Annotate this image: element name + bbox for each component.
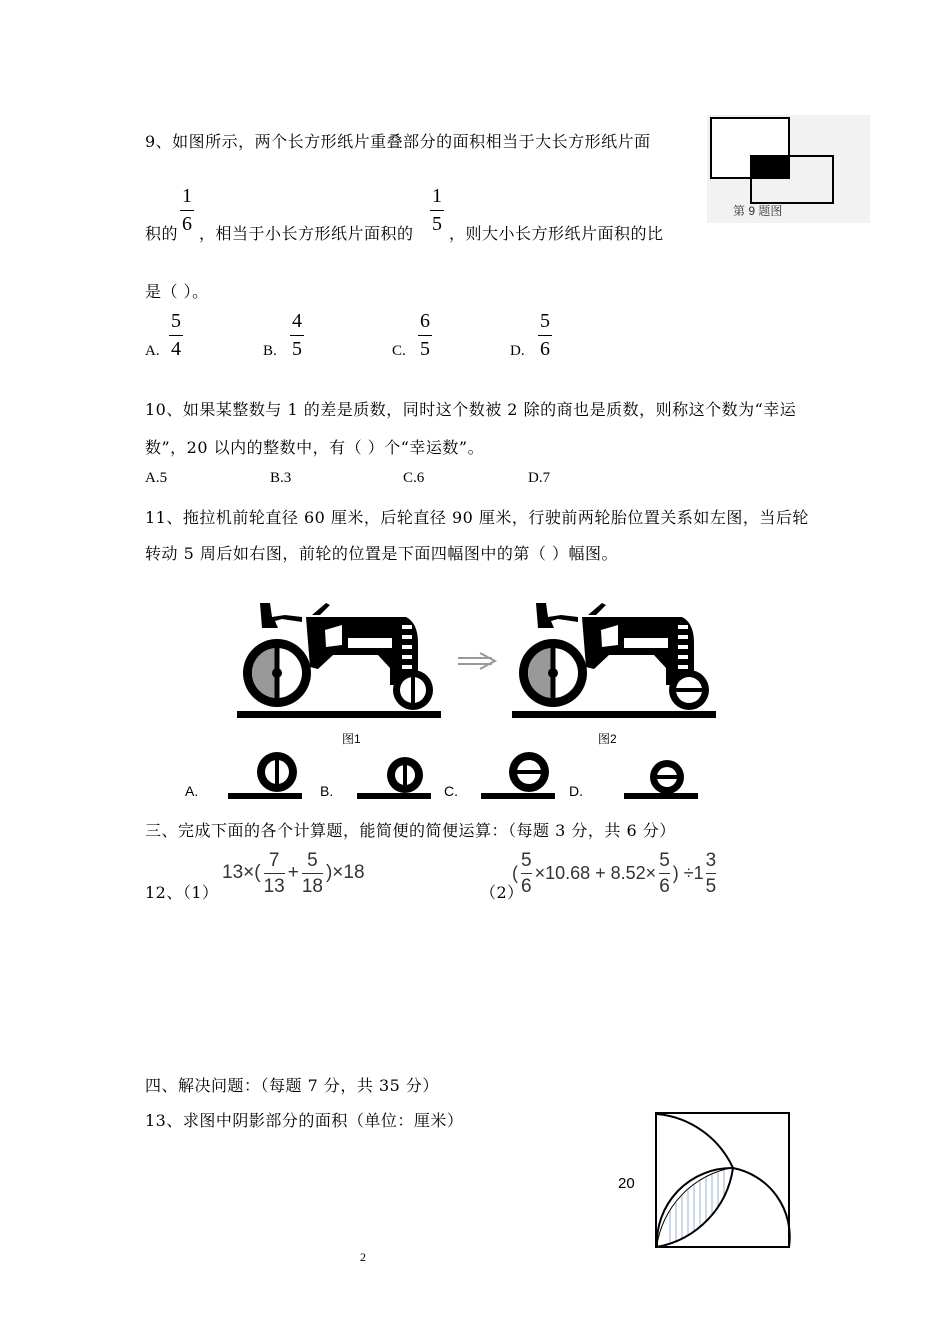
right-arrow-icon — [458, 653, 495, 669]
q9-line2-b: ，相当于小长方形纸片面积的 — [199, 224, 414, 243]
q11-figure — [185, 595, 720, 810]
page-number: 2 — [360, 1250, 366, 1264]
wheel-option-a-label: A. — [185, 783, 199, 799]
q9-option-c-label: C. — [392, 343, 406, 359]
q10-line1: 10、如果某整数与 1 的差是质数，同时这个数被 2 除的商也是质数，则称这个数为“幸运 — [145, 400, 797, 419]
section4-heading: 四、解决问题：（每题 7 分，共 35 分） — [145, 1076, 439, 1095]
fig2-caption: 图2 — [598, 732, 617, 746]
q10-option-d: D.7 — [528, 470, 551, 486]
q9-fraction-1: 1 6 — [182, 185, 192, 235]
q13-figure — [610, 1105, 800, 1255]
q9-option-b-label: B. — [263, 343, 277, 359]
q9-fraction-2: 1 5 — [432, 185, 442, 235]
q9-option-c-fraction: 6 5 — [420, 310, 430, 360]
q11-line2: 转动 5 周后如右图，前轮的位置是下面四幅图中的第（ ）幅图。 — [145, 544, 618, 563]
q9-option-d-fraction: 5 6 — [540, 310, 550, 360]
fig1-caption: 图1 — [342, 732, 361, 746]
q9-line2-a: 积的 — [145, 224, 179, 243]
q9-option-b-fraction: 4 5 — [292, 310, 302, 360]
q9-option-a-label: A. — [145, 343, 160, 359]
wheel-option-a-icon — [228, 752, 302, 799]
q9-figure-caption: 第 9 题图 — [733, 204, 783, 218]
section3-heading: 三、完成下面的各个计算题，能简便的简便运算：（每题 3 分，共 6 分） — [145, 821, 676, 840]
wheel-option-b-label: B. — [320, 783, 334, 799]
wheel-option-b-icon — [357, 757, 431, 799]
tractor-2-icon — [512, 603, 716, 718]
q12-label-1: 12、（1） — [145, 883, 219, 902]
wheel-option-d-label: D. — [569, 783, 583, 799]
q10-option-b: B.3 — [270, 470, 292, 486]
q12-label-2: （2） — [480, 883, 524, 902]
q9-line3: 是（ ）。 — [145, 282, 209, 301]
q9-figure — [707, 115, 870, 223]
dimension-label: 20 — [618, 1175, 635, 1192]
q12-expression-1: 13×( 7 13 + 5 18 )×18 — [222, 849, 365, 897]
q10-option-a: A.5 — [145, 470, 168, 486]
wheel-option-d-icon — [624, 760, 698, 799]
q9-option-a-fraction: 5 4 — [171, 310, 181, 360]
q11-line1: 11、拖拉机前轮直径 60 厘米，后轮直径 90 厘米，行驶前两轮胎位置关系如左图，当后轮 — [145, 508, 809, 527]
wheel-option-c-label: C. — [444, 783, 458, 799]
q13-text: 13、求图中阴影部分的面积（单位：厘米） — [145, 1111, 464, 1130]
q12-expression-2: ( 5 6 ×10.68 + 8.52× 5 6 ) ÷1 3 5 — [512, 849, 717, 897]
q10-line2: 数”，20 以内的整数中，有（ ）个“幸运数”。 — [145, 438, 485, 457]
q9-line2-c: ，则大小长方形纸片面积的比 — [449, 224, 664, 243]
q9-option-d-label: D. — [510, 343, 525, 359]
wheel-option-c-icon — [481, 752, 555, 799]
tractor-1-icon — [237, 603, 441, 718]
q9-line1: 9、如图所示，两个长方形纸片重叠部分的面积相当于大长方形纸片面 — [145, 132, 651, 151]
q10-option-c: C.6 — [403, 470, 425, 486]
